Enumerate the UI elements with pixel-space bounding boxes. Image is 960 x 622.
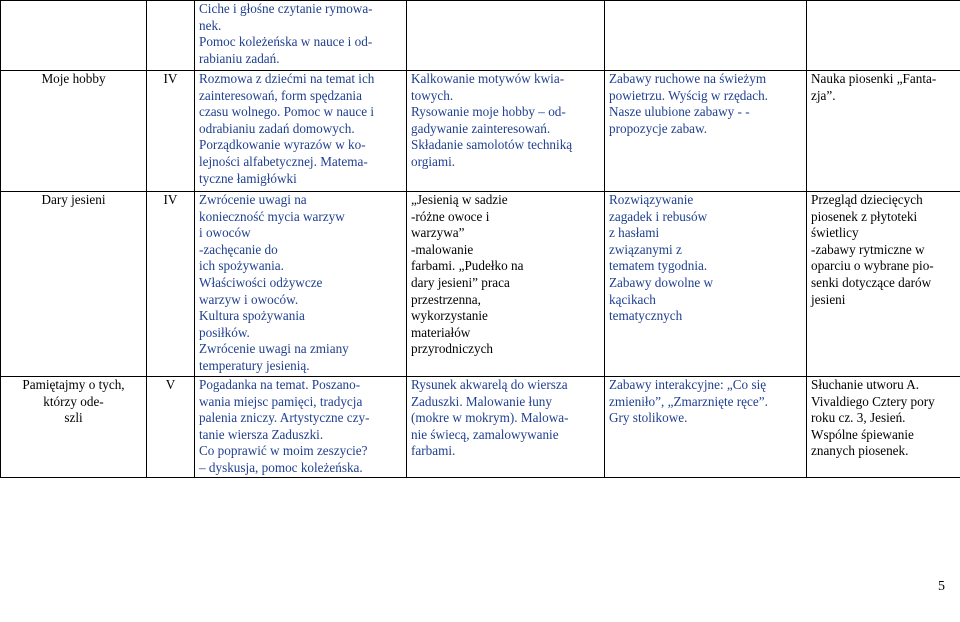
activity-text: Rozmowa z dziećmi na temat ich zainteresowań, form spędzania czasu wolnego. Pomoc w nauce i odrabianiu zadań domowych. Porządkowanie wyrazów w ko- lejności alfabetycznej. Matema- tyczne łamigłówki	[199, 71, 375, 186]
week-cell: IV	[147, 71, 195, 192]
page-number: 5	[938, 579, 945, 594]
topic-cell: Dary jesieni	[1, 192, 147, 377]
activity-cell-art: Kalkowanie motywów kwia- towych. Rysowanie moje hobby – od- gadywanie zainteresowań. Składanie samolotów techniką orgiami.	[407, 71, 605, 192]
activity-cell-reading: Zwrócenie uwagi na konieczność mycia warzyw i owoców -zachęcanie do ich spożywania. Właściwości odżywcze warzyw i owoców. Kultura spożywania posiłków. Zwrócenie uwagi na zmiany temperatury jesienią.	[195, 192, 407, 377]
topic-cell	[1, 1, 147, 71]
topic-cell: Pamiętajmy o tych, którzy ode- szli	[1, 377, 147, 478]
table-row	[1, 71, 960, 192]
activity-cell-games: Zabawy interakcyjne: „Co się zmieniło”, „Zmarznięte ręce”. Gry stolikowe.	[605, 377, 807, 478]
table-row	[1, 1, 960, 71]
topic-cell: Moje hobby	[1, 71, 147, 192]
table-row	[1, 377, 960, 478]
activity-cell-reading	[195, 1, 407, 71]
activity-text: Ciche i głośne czytanie rymowa- nek. Pomoc koleżeńska w nauce i od- rabianiu zadań.	[199, 1, 373, 66]
activity-cell-art: Rysunek akwarelą do wiersza Zaduszki. Malowanie łuny (mokre w mokrym). Malowa- nie świecą, zamalowywanie farbami.	[407, 377, 605, 478]
week-cell	[147, 1, 195, 71]
activity-cell-games: Rozwiązywanie zagadek i rebusów z hasłami związanymi z tematem tygodnia. Zabawy dowolne w kącikach tematycznych	[605, 192, 807, 377]
activity-cell-art: „Jesienią w sadzie -różne owoce i warzywa” -malowanie farbami. „Pudełko na dary jesieni” praca przestrzenna, wykorzystanie materiałów przyrodniczych	[407, 192, 605, 377]
week-cell: IV	[147, 192, 195, 377]
activity-cell-reading	[195, 71, 407, 192]
activity-cell-music	[807, 1, 960, 71]
week-cell: V	[147, 377, 195, 478]
activity-cell-music: Przegląd dziecięcych piosenek z płytoteki świetlicy -zabawy rytmiczne w oparciu o wybrane pio- senki dotyczące darów jesieni	[807, 192, 960, 377]
activity-cell-games: Zabawy ruchowe na świeżym powietrzu. Wyścig w rzędach. Nasze ulubione zabawy - - propozycje zabaw.	[605, 71, 807, 192]
activity-cell-games	[605, 1, 807, 71]
activity-cell-music: Nauka piosenki „Fanta- zja”.	[807, 71, 960, 192]
activity-cell-art	[407, 1, 605, 71]
table-row	[1, 192, 960, 377]
activity-cell-reading: Pogadanka na temat. Poszano- wania miejsc pamięci, tradycja palenia zniczy. Artystyczne czy- tanie wiersza Zaduszki. Co poprawić w moim zeszycie? – dyskusja, pomoc koleżeńska.	[195, 377, 407, 478]
activity-cell-music: Słuchanie utworu A. Vivaldiego Cztery pory roku cz. 3, Jesień. Wspólne śpiewanie znanych piosenek.	[807, 377, 960, 478]
